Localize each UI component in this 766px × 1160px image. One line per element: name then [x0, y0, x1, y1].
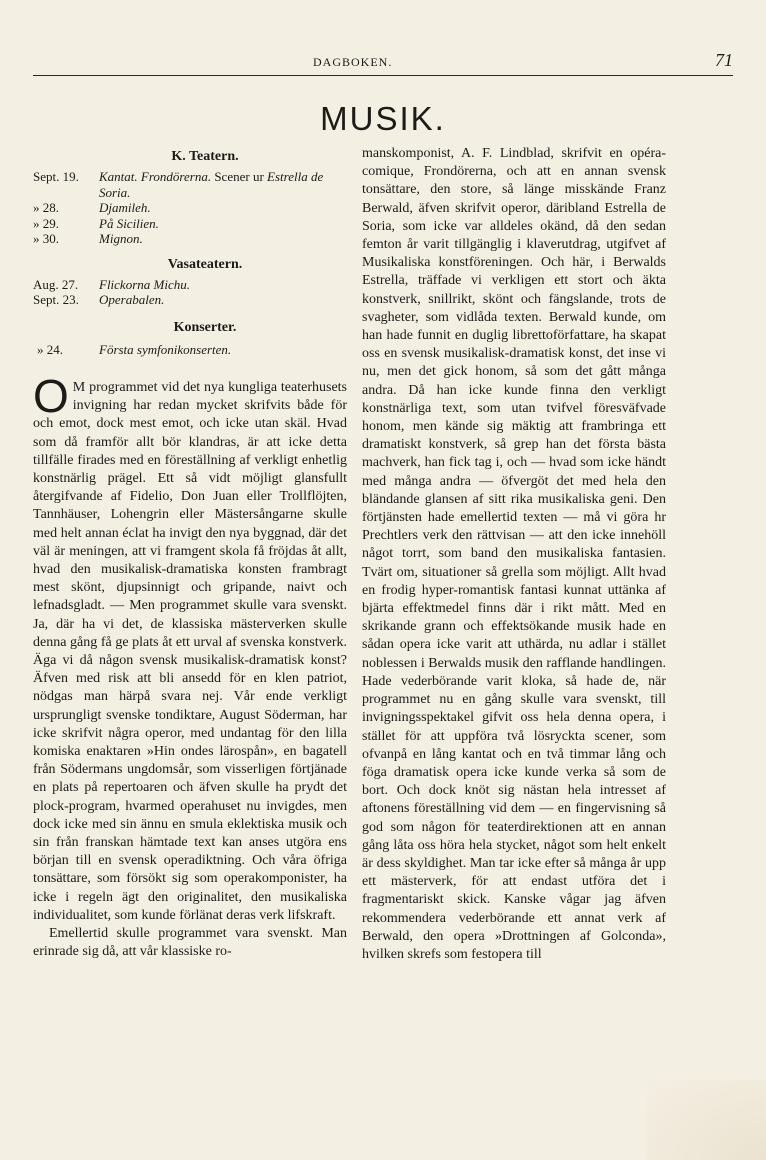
program-entry	[33, 292, 347, 308]
program-date: » 30.	[33, 231, 59, 246]
program-entry	[33, 277, 347, 293]
program-heading: Konserter.	[173, 319, 237, 335]
work-title: Operabalen.	[99, 292, 165, 307]
program-date: Sept. 19.	[33, 169, 79, 184]
section-title: MUSIK.	[320, 100, 446, 137]
left-column	[33, 145, 347, 962]
running-title: DAGBOKEN.	[313, 55, 393, 69]
header-rule	[33, 75, 733, 76]
work-title: Kantat. Frondörerna.	[99, 169, 212, 184]
program-entry	[33, 169, 347, 200]
right-column	[362, 145, 666, 964]
program-block-kteatern	[33, 145, 347, 247]
program-date: » 28.	[33, 200, 59, 215]
work-title: Mignon.	[99, 231, 143, 246]
paragraph-text: M programmet vid det nya kungliga teaterhusets invigning har redan mycket skrifvits både för och emot, dock mest emot, och icke utan skäl. Hvad som då framför allt bör klandras, är att icke detta tillfälle firades med en föreställning af verkligt enhetlig konstnärlig prägel. Ett så vidt möjligt glansfullt återgifvande af Fidelio, Don Juan eller Trollflöjten, Tannhäuser, Lohengrin eller Mästersångarne skulle med helt annan éclat ha invigt den nya byggnad, där det väl är meningen, att vi framgent skola få fröjdas åt allt, hvad den musikalisk-dramatiska konsten frambragt mest skönt, djupsinnigt och gripande, naivt och lefnadsgladt. — Men programmet skulle vara svenskt. Ja, där ha vi det, de klassiska mästerverken skulle denna gång få ge plats åt ett urval af svenska konstverk. Äga vi då någon svensk musikalisk-dramatisk konst? Äfven med risk att bli ansedd för en klen patriot, nödgas man härpå svara nej. Vår ende verkligt ursprungligt svenske tondiktare, August Söderman, har icke skrifvit några operor, med undantag för den lilla komiska enaktaren »Hin ondes lärospån», en bagatell från Södermans ungdomsår, som visserligen förtjänade en plats på repertoaren och äfven skulle ha prydt det plock-program, hvarmed operahuset nu invigdes, men dock icke med sin ännu en smula eklektiska musik och sin från franskan hämtade text kan anses utgöra ens början till en svensk operadiktning. Och våra öfriga tonsättare, som försökt sig som operakomponister, ha icke i regeln ägt den originalitet, den musikaliska individualitet, som kunde förlänat deras verk lifskraft.	[33, 380, 347, 923]
program-date: » 24.	[37, 341, 63, 357]
program-date: Aug. 27.	[33, 276, 79, 292]
program-heading: K. Teatern.	[171, 149, 239, 164]
program-note: Scener ur	[214, 169, 264, 184]
article-paragraph	[33, 370, 347, 925]
program-block-konserter	[33, 316, 347, 358]
paper-stain	[646, 1080, 766, 1160]
work-title: Estrella de Soria.	[99, 169, 324, 200]
article-paragraph: manskomponist, A. F. Lindblad, skrifvit en opéra-comique, Frondörerna, och att en annan svensk tonsättare, den store, så länge misskände Franz Berwald, äfven skrifvit operor, däribland Estrella de Soria, som icke var alldeles okänd, då den sedan femton år varit tillgänglig i klaverutdrag, utgifvet af Musikaliska konstföreningen. Och här, i Berwalds Estrella, träffade vi verkligen ett stort och äkta konstverk, snillrikt, skönt och fängslande, trots de svagheter, som vidlåda texten. Berwald kunde, om han hade funnit en duglig librettoförfattare, ha skapat oss en svensk musikalisk-dramatisk konst, det inse vi nu, men det gick honom, så som det gått många andra. Då han icke kunde finna den verkligt konstnärliga text, som utan tvifvel föresväfvade honom, men kände sig mäktig att frambringa ett dramatiskt konstverk, så grep han det första bästa machverk, han fick tag i, och — hvad som icke händt med många andra — öfvergöt det med hela den bländande glansen af sitt rika musikaliska geni. Den förtjänsten hade emellertid texten — må vi göra hr Prechtlers verk den rättvisan — att den icke innehöll något torrt, som band den musikaliska fantasien. Tvärt om, situationer så grella som möjligt. Allt hvad en frodig hyper-romantisk fantasi kunnat uttänka af bjärta effektmedel finns där i rikt mått. Med en skrikande grann och effektsökande musik hade en sådan opera icke varit att uthärda, nu adlar i stället noblessen i Berwalds musik den rafflande handlingen. Hade vederbörande varit kloka, så hade de, när programmet nu en gång skulle vara svenskt, till invigningsspektakel gifvit oss hela denna opera, i stället för att uppföra två lösryckta scener, som ofvanpå en lång kantat och en två timmar lång och föga dramatisk opera icke kunde verka så som de bort. Och dock knöt sig nästan hela intresset af aftonens föreställning vid dem — en fingervisning så god som någon för teaterdirektionen att en annan gång låta oss höra hela stycket, något som helt enkelt är dess skyldighet. Man tar icke efter så många år upp ett mästerverk, för att endast utföra det i fragmentariskt skick. Kanske vågar jag äfven rekommendera vederbörande ett annat verk af Berwald, den opera »Drottningen af Golconda», hvilken skrefs som festopera till	[362, 146, 666, 962]
program-entry	[33, 342, 347, 358]
drop-cap: O	[33, 370, 69, 422]
program-block-vasateatern	[33, 253, 347, 308]
work-title: På Sicilien.	[99, 215, 159, 231]
work-title: Första symfonikonserten.	[99, 341, 232, 357]
program-heading: Vasateatern.	[167, 256, 243, 272]
program-title	[99, 169, 347, 200]
article-paragraph: Emellertid skulle programmet vara svenskt. Man erinrade sig då, att vår klassiske ro-	[33, 926, 347, 960]
work-title: Djamileh.	[99, 200, 151, 215]
program-entry	[33, 231, 347, 247]
program-entry	[33, 216, 347, 232]
program-date: » 29.	[33, 215, 59, 231]
running-head	[33, 52, 733, 74]
program-entry	[33, 200, 347, 216]
work-title: Flickorna Michu.	[99, 276, 190, 292]
program-date: Sept. 23.	[33, 292, 79, 307]
page-number: 71	[715, 50, 733, 70]
